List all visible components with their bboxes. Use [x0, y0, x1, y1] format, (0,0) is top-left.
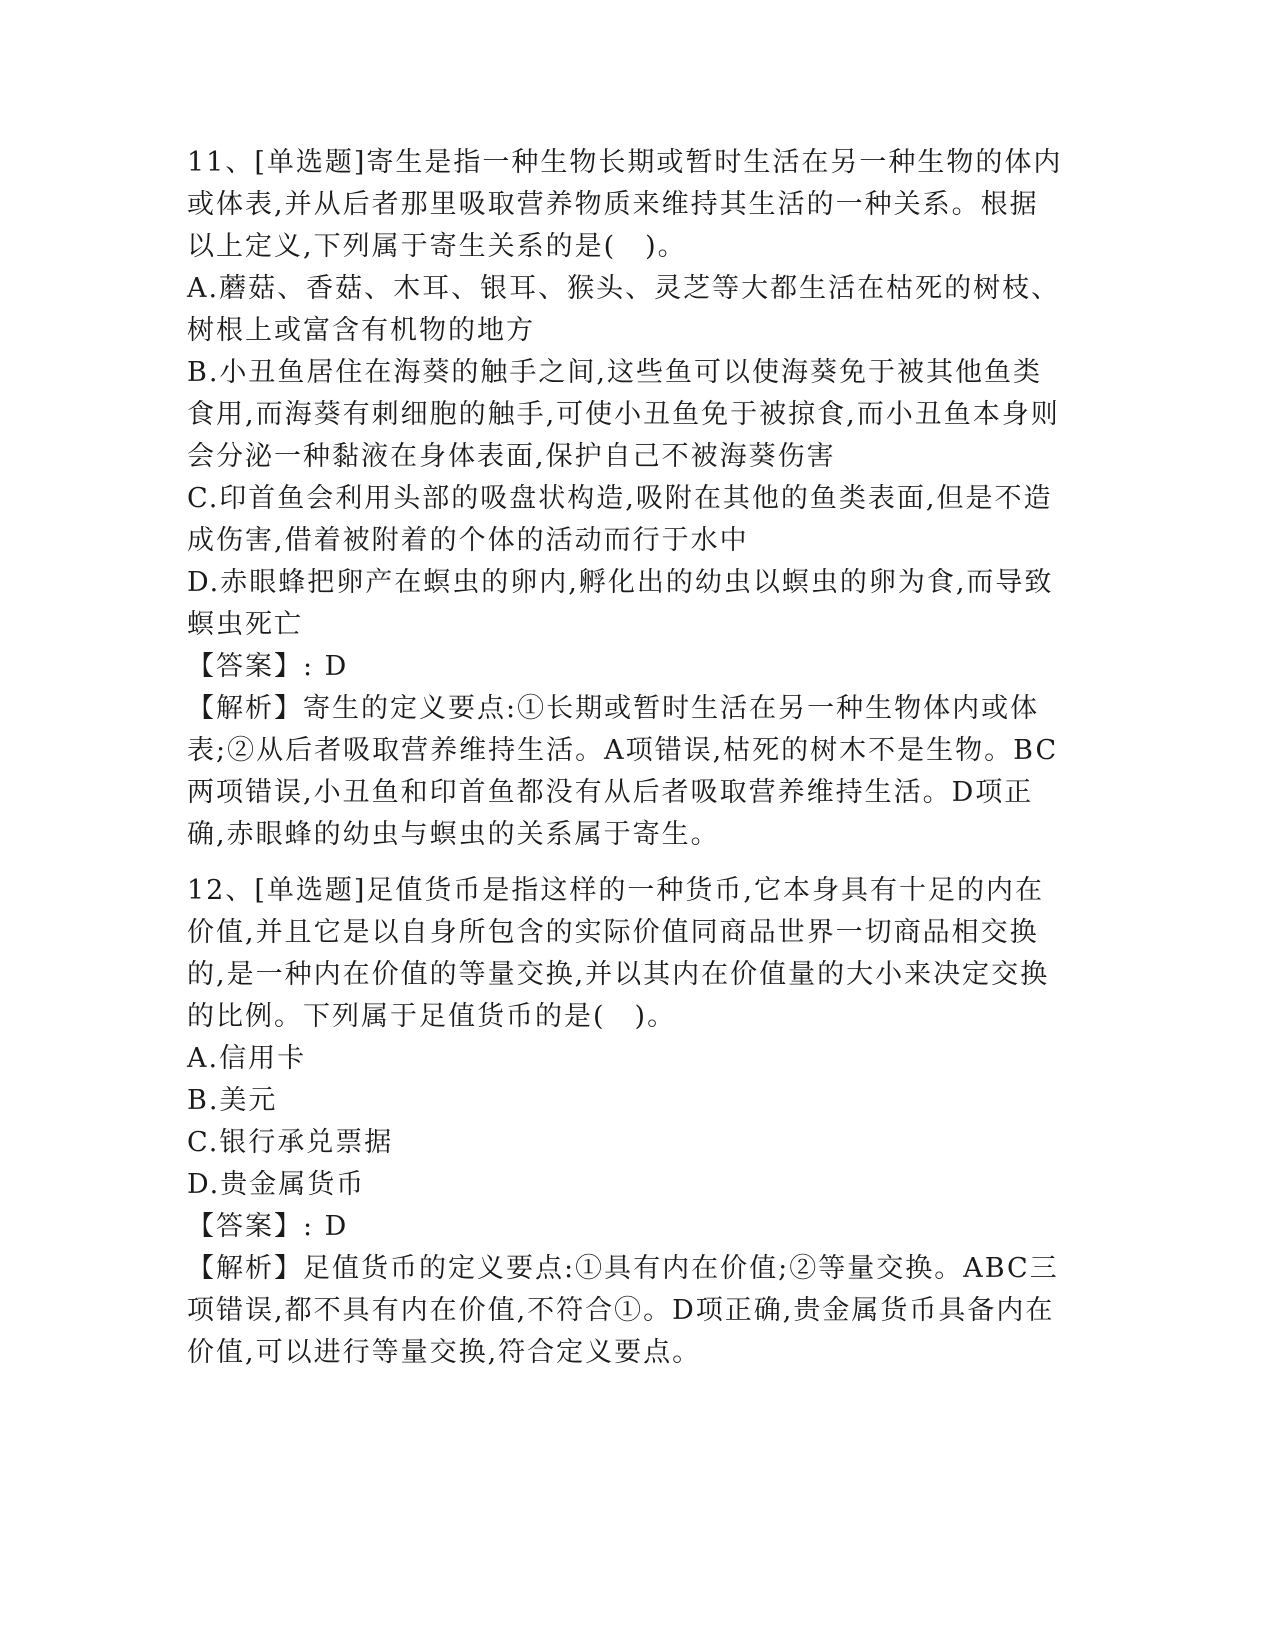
question-stem: 12、[单选题]足值货币是指这样的一种货币,它本身具有十足的内在价值,并且它是以自身所包含的实际价值同商品世界一切商品相交换的,是一种内在价值的等量交换,并以其内在价值量的大小来决定交换的比例。下列属于足值货币的是( )。	[187, 875, 1050, 1032]
option-c: C.印首鱼会利用头部的吸盘状构造,吸附在其他的鱼类表面,但是不造成伤害,借着被附着的个体的活动而行于水中	[187, 483, 1053, 556]
question-11	[187, 142, 1067, 856]
document-page	[187, 142, 1067, 1374]
analysis: 【解析】寄生的定义要点:①长期或暂时生活在另一种生物体内或体表;②从后者吸取营养维持生活。A项错误,枯死的树木不是生物。BC两项错误,小丑鱼和印首鱼都没有从后者吸取营养维持生活。D项正确,赤眼蜂的幼虫与螟虫的关系属于寄生。	[187, 693, 1059, 850]
answer: 【答案】: D	[187, 1211, 349, 1242]
option-a: A.信用卡	[187, 1043, 307, 1074]
option-b: B.美元	[187, 1085, 278, 1116]
question-12	[187, 870, 1067, 1374]
option-d: D.贵金属货币	[187, 1169, 366, 1200]
option-d: D.赤眼蜂把卵产在螟虫的卵内,孵化出的幼虫以螟虫的卵为食,而导致螟虫死亡	[187, 567, 1054, 640]
question-stem: 11、[单选题]寄生是指一种生物长期或暂时生活在另一种生物的体内或体表,并从后者那里吸取营养物质来维持其生活的一种关系。根据以上定义,下列属于寄生关系的是( )。	[187, 147, 1063, 262]
answer: 【答案】: D	[187, 651, 349, 682]
analysis: 【解析】足值货币的定义要点:①具有内在价值;②等量交换。ABC三项错误,都不具有内在价值,不符合①。D项正确,贵金属货币具备内在价值,可以进行等量交换,符合定义要点。	[187, 1253, 1059, 1368]
option-b: B.小丑鱼居住在海葵的触手之间,这些鱼可以使海葵免于被其他鱼类食用,而海葵有刺细胞的触手,可使小丑鱼免于被掠食,而小丑鱼本身则会分泌一种黏液在身体表面,保护自己不被海葵伤害	[187, 357, 1060, 472]
option-c: C.银行承兑票据	[187, 1127, 394, 1158]
option-a: A.蘑菇、香菇、木耳、银耳、猴头、灵芝等大都生活在枯死的树枝、树根上或富含有机物的地方	[187, 273, 1061, 346]
